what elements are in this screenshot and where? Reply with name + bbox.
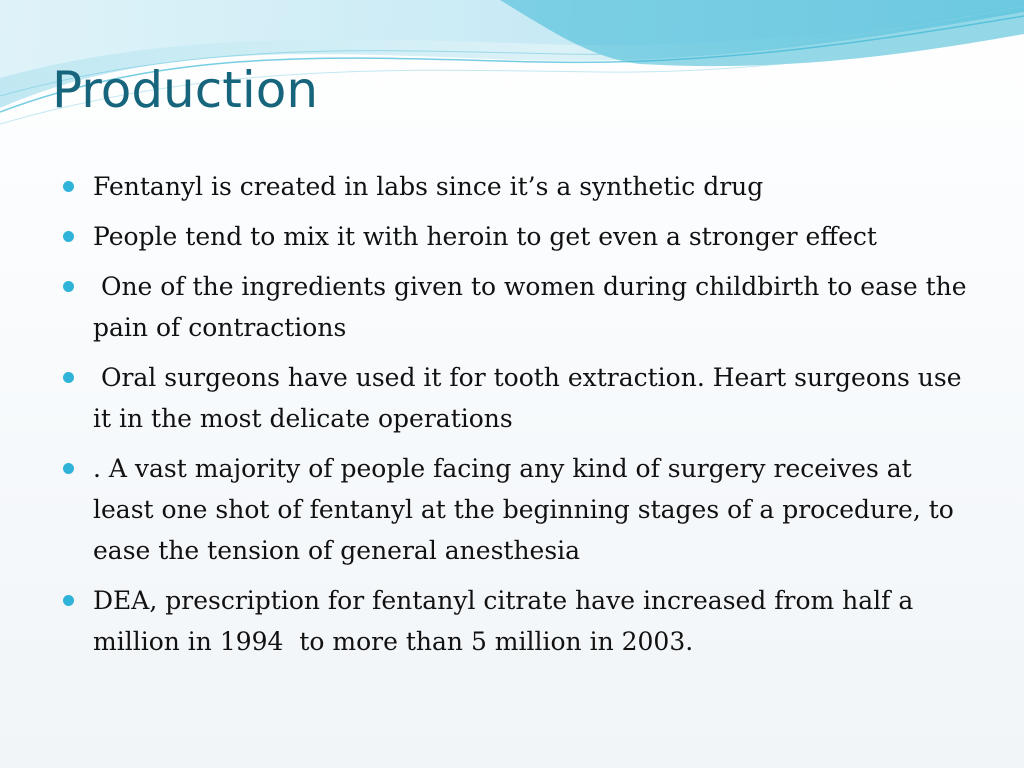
slide-title: Production xyxy=(52,61,319,119)
bullet-text: . A vast majority of people facing any kind of surgery receives at least one shot of fentanyl at the beginning stages of a procedure, to ease the tension of general anesthesia xyxy=(93,454,962,565)
bullet-item xyxy=(60,216,980,257)
bullet-dot-icon xyxy=(63,281,74,292)
bullet-item xyxy=(60,166,980,207)
bullet-text: DEA, prescription for fentanyl citrate have increased from half a million in 1994 to more than 5 million in 2003. xyxy=(93,586,922,656)
bullet-text: Fentanyl is created in labs since it’s a synthetic drug xyxy=(93,172,764,201)
bullet-dot-icon xyxy=(63,372,74,383)
bullet-text: One of the ingredients given to women during childbirth to ease the pain of contractions xyxy=(93,272,975,342)
bullet-item xyxy=(60,448,980,571)
bullet-text: Oral surgeons have used it for tooth extraction. Heart surgeons use it in the most delicate operations xyxy=(93,363,970,433)
bullet-item xyxy=(60,266,980,348)
bullet-text: People tend to mix it with heroin to get even a stronger effect xyxy=(93,222,877,251)
bullet-dot-icon xyxy=(63,595,74,606)
bullet-dot-icon xyxy=(63,231,74,242)
bullet-item xyxy=(60,580,980,662)
bullet-item xyxy=(60,357,980,439)
bullet-dot-icon xyxy=(63,181,74,192)
bullet-dot-icon xyxy=(63,463,74,474)
bullet-list xyxy=(60,166,980,671)
